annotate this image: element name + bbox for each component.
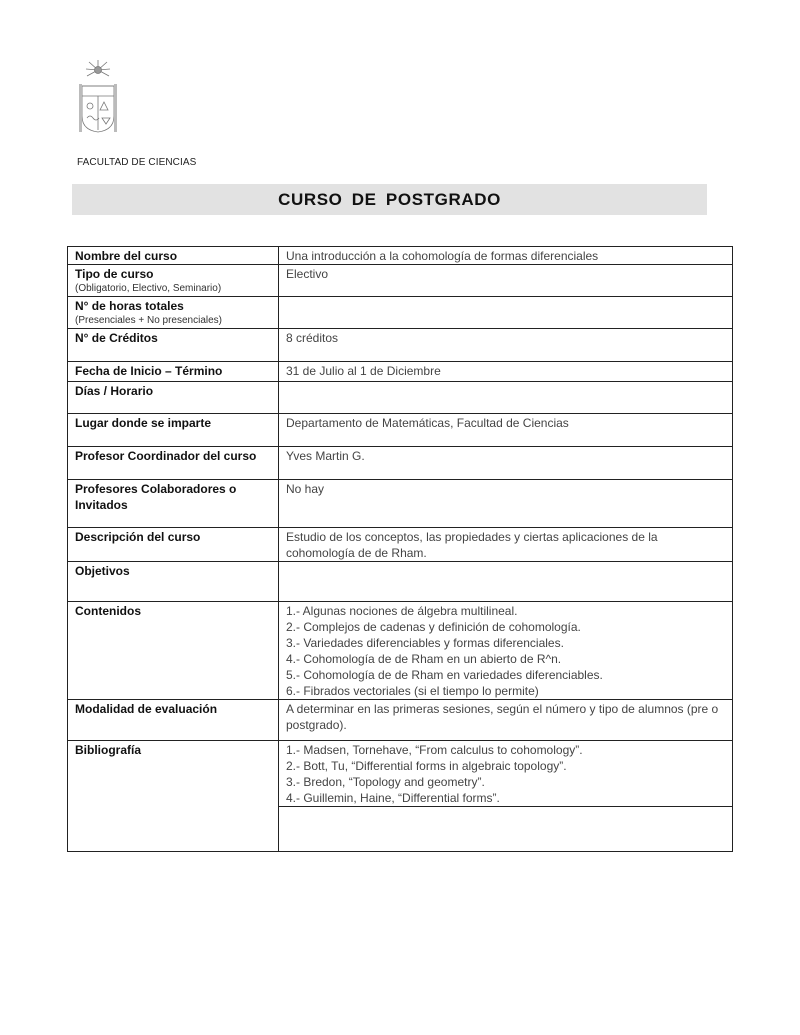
bibliografia-item: 2.- Bott, Tu, “Differential forms in algebraic topology”.: [286, 759, 567, 773]
row-nombre: [68, 247, 733, 265]
row-bibliografia: [68, 741, 733, 807]
title-banner: [72, 184, 707, 215]
label-tipo-cell: [68, 265, 279, 297]
value-objetivos: [279, 562, 733, 602]
value-bibliografia-extra: [279, 807, 733, 852]
label-evaluacion: Modalidad de evaluación: [68, 700, 279, 741]
value-contenidos: [279, 602, 733, 700]
row-creditos: [68, 329, 733, 362]
label-horas-cell: [68, 297, 279, 329]
row-fecha: [68, 362, 733, 382]
value-dias: [279, 382, 733, 414]
university-crest-icon: [78, 58, 126, 134]
label-fecha: Fecha de Inicio – Término: [68, 362, 279, 382]
sublabel-tipo: (Obligatorio, Electivo, Seminario): [75, 283, 222, 294]
page-title: CURSO DE POSTGRADO: [278, 189, 501, 209]
label-descripcion: Descripción del curso: [68, 528, 279, 562]
value-horas: [279, 297, 733, 329]
row-tipo: [68, 265, 733, 297]
contenidos-item: 5.- Cohomología de de Rham en variedades diferenciables.: [286, 668, 603, 682]
label-creditos: N° de Créditos: [68, 329, 279, 362]
row-lugar: [68, 414, 733, 447]
value-evaluacion: A determinar en las primeras sesiones, según el número y tipo de alumnos (pre o postgrado).: [279, 700, 733, 741]
row-descripcion: [68, 528, 733, 562]
bibliografia-item: 4.- Guillemin, Haine, “Differential forms”.: [286, 791, 500, 805]
sublabel-horas: (Presenciales + No presenciales): [75, 315, 223, 326]
bibliografia-item: 3.- Bredon, “Topology and geometry”.: [286, 775, 485, 789]
contenidos-item: 1.- Algunas nociones de álgebra multilineal.: [286, 604, 518, 618]
label-coordinador: Profesor Coordinador del curso: [68, 447, 279, 480]
label-dias: Días / Horario: [68, 382, 279, 414]
faculty-name: FACULTAD DE CIENCIAS: [77, 157, 197, 168]
contenidos-item: 3.- Variedades diferenciables y formas diferenciales.: [286, 636, 564, 650]
label-tipo: Tipo de curso: [75, 267, 154, 281]
value-tipo: Electivo: [279, 265, 733, 297]
label-nombre: Nombre del curso: [68, 247, 279, 265]
course-info-table: [67, 246, 733, 852]
label-objetivos: Objetivos: [68, 562, 279, 602]
value-lugar: Departamento de Matemáticas, Facultad de Ciencias: [279, 414, 733, 447]
row-colaboradores: [68, 480, 733, 528]
value-coordinador: Yves Martin G.: [279, 447, 733, 480]
label-horas: N° de horas totales: [75, 299, 184, 313]
contenidos-item: 4.- Cohomología de de Rham en un abierto de R^n.: [286, 652, 562, 666]
label-contenidos: Contenidos: [68, 602, 279, 700]
value-nombre: Una introducción a la cohomología de formas diferenciales: [279, 247, 733, 265]
row-horas: [68, 297, 733, 329]
row-evaluacion: [68, 700, 733, 741]
value-descripcion: Estudio de los conceptos, las propiedades y ciertas aplicaciones de la cohomología de de Rham.: [279, 528, 733, 562]
row-objetivos: [68, 562, 733, 602]
row-dias: [68, 382, 733, 414]
value-fecha: 31 de Julio al 1 de Diciembre: [279, 362, 733, 382]
value-colaboradores: No hay: [279, 480, 733, 528]
value-creditos: 8 créditos: [279, 329, 733, 362]
row-contenidos: [68, 602, 733, 700]
contenidos-item: 6.- Fibrados vectoriales (si el tiempo lo permite): [286, 684, 539, 698]
value-bibliografia: [279, 741, 733, 807]
label-colaboradores: Profesores Colaboradores o Invitados: [68, 480, 279, 528]
bibliografia-item: 1.- Madsen, Tornehave, “From calculus to cohomology”.: [286, 743, 583, 757]
row-coordinador: [68, 447, 733, 480]
label-lugar: Lugar donde se imparte: [68, 414, 279, 447]
label-bibliografia: Bibliografía: [68, 741, 279, 852]
contenidos-item: 2.- Complejos de cadenas y definición de cohomología.: [286, 620, 581, 634]
